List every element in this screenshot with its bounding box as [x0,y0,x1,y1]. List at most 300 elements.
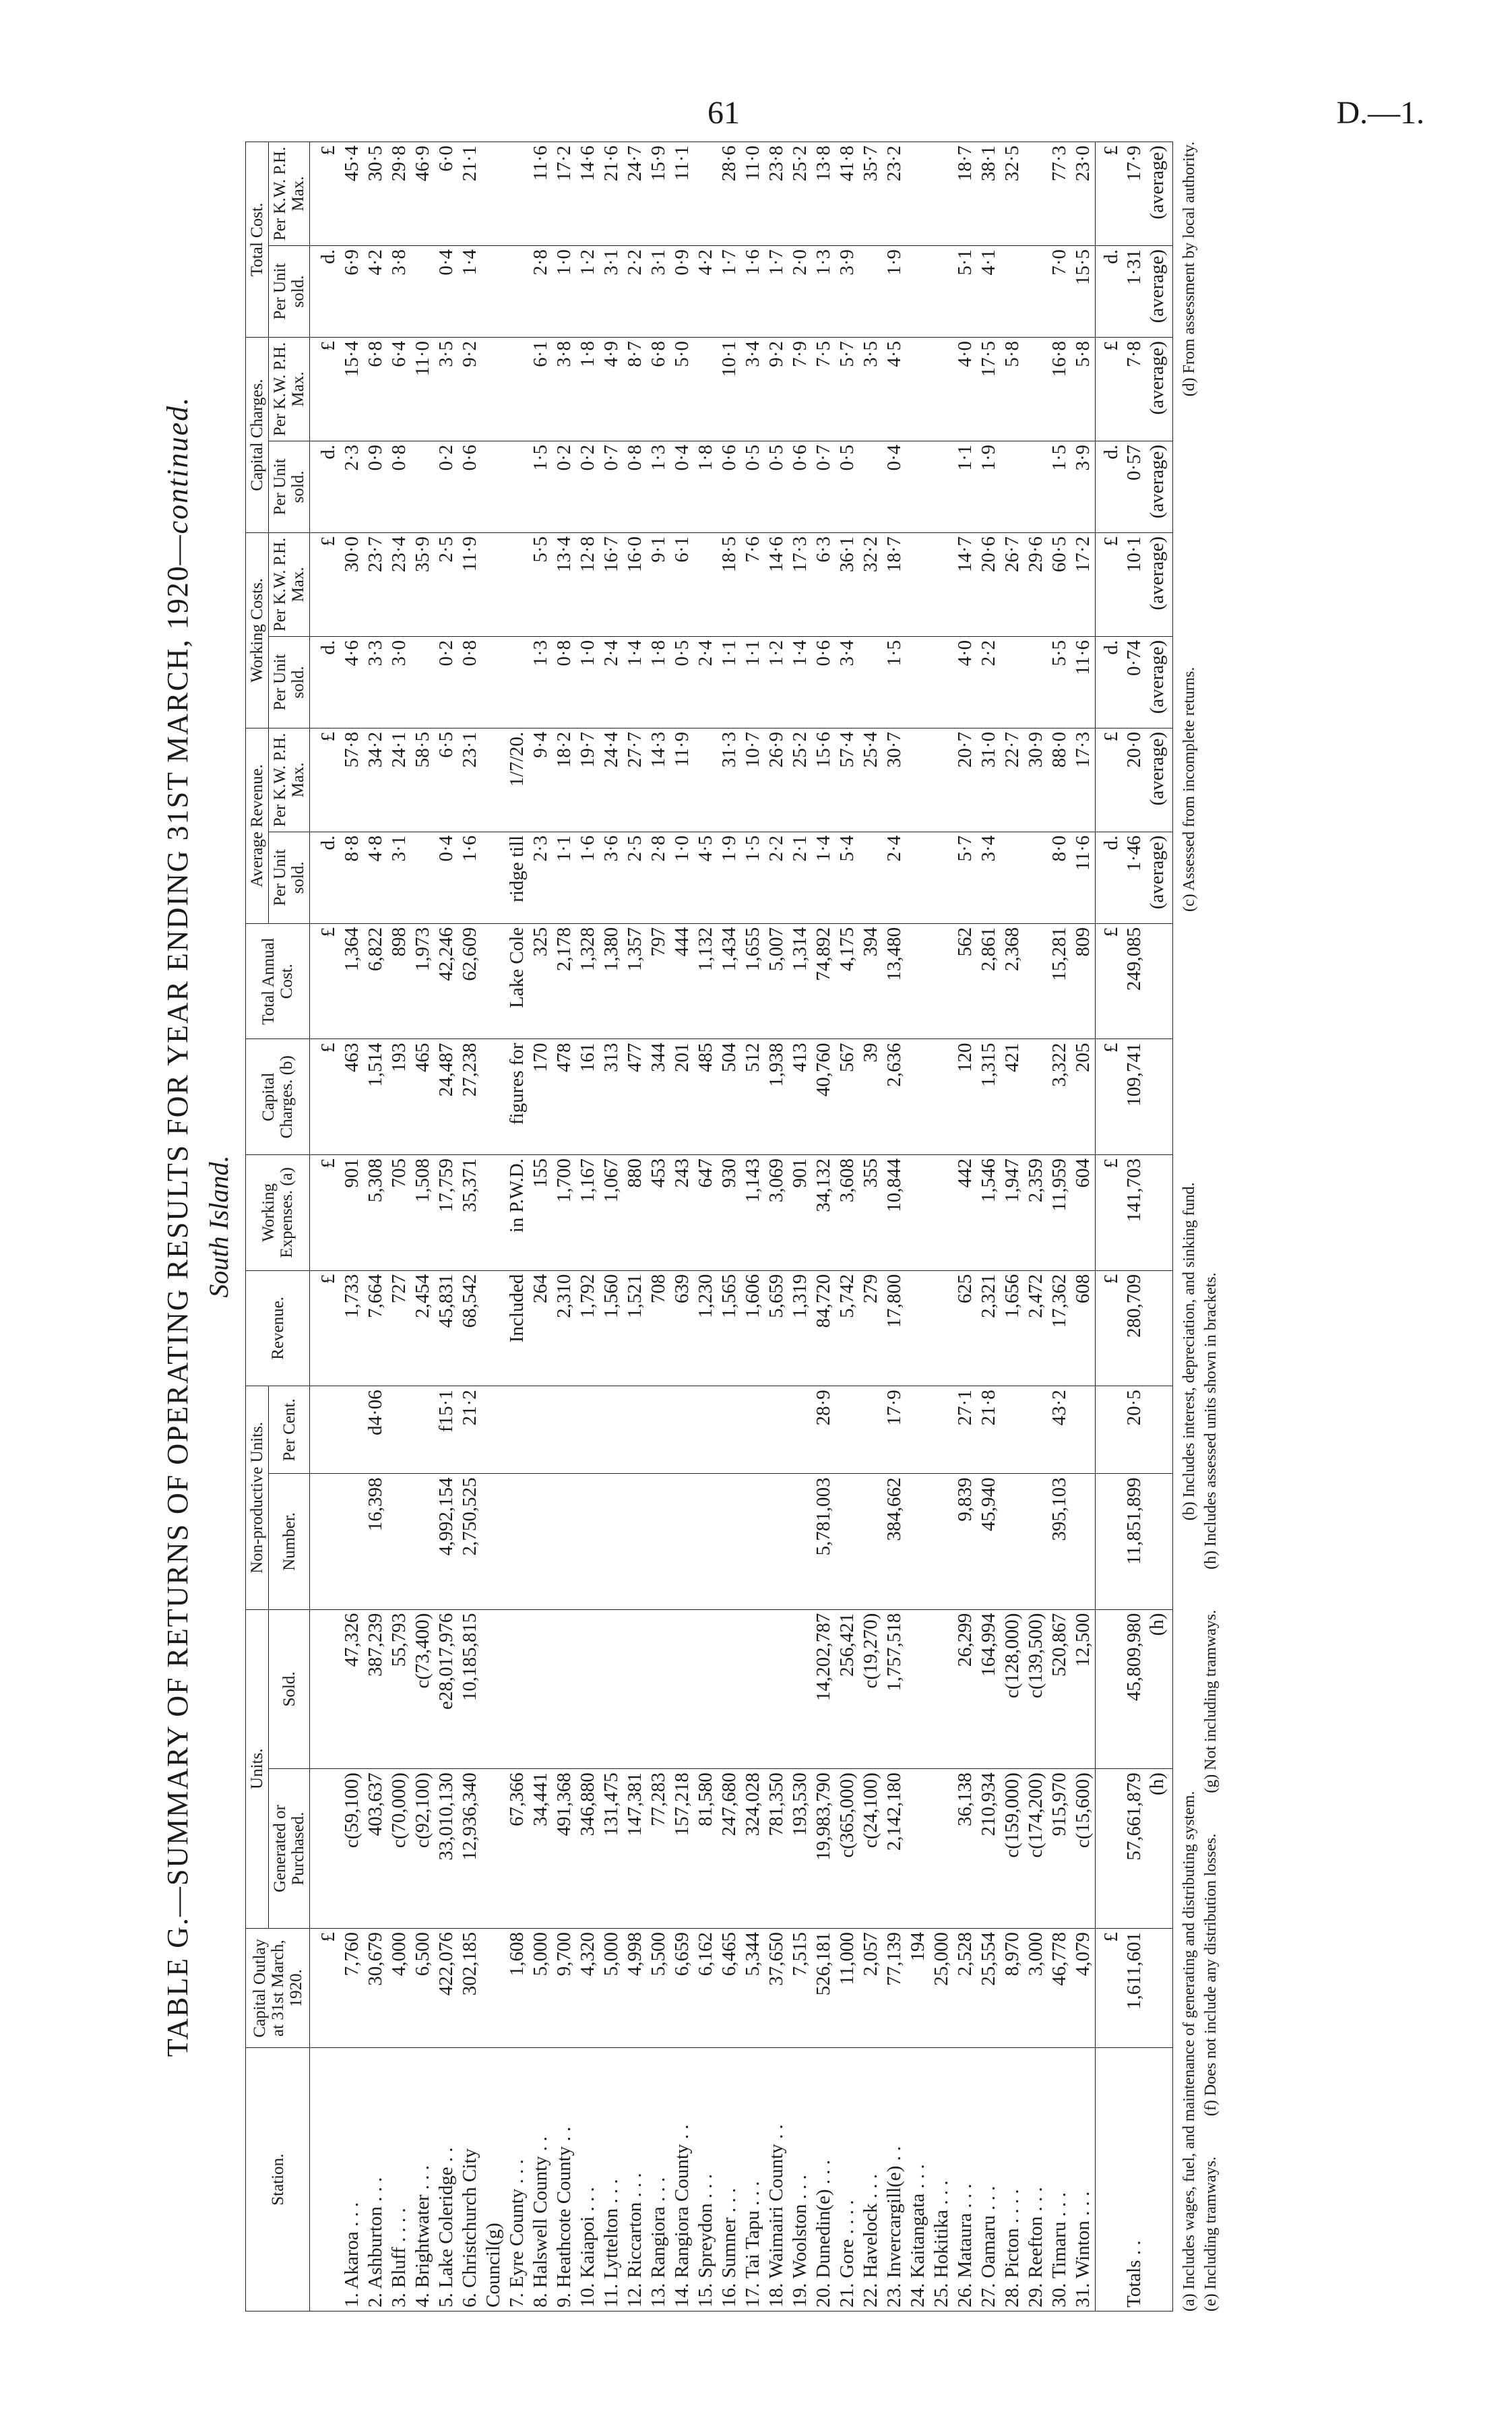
table-cell: 18·7 [953,142,977,246]
table-cell: 10,185,815 [458,1609,482,1769]
table-cell [906,532,930,636]
table-cell: 0·4 [670,441,694,532]
table-cell: 16,398 [364,1474,387,1609]
table-cell: 24,487 [435,1039,458,1155]
table-cell: 0·7 [600,441,623,532]
table-cell [694,728,718,832]
table-cell [1071,1474,1096,1609]
table-subtitle: South Island. [203,1155,234,1298]
col-units: Units. [246,1609,269,1928]
table-cell: 0·4 [435,832,458,923]
table-cell: 27,238 [458,1039,482,1155]
table-cell: 23·7 [364,532,387,636]
table-cell: 1,357 [623,923,647,1039]
table-cell: 2,178 [553,923,576,1039]
table-row [482,142,505,2312]
table-cell: 3·5 [435,338,458,441]
table-cell: 57·8 [340,728,364,832]
col-cc-unit: Per Unit sold. [269,441,310,532]
table-cell: 3,608 [836,1155,859,1271]
table-row [765,142,788,2312]
table-cell: 0·8 [553,636,576,728]
table-cell [694,532,718,636]
station-name: 31. Winton . . . [1071,2048,1096,2312]
operating-results-table [245,142,1173,2312]
table-cell [1001,441,1024,532]
table-cell: c(15,600) [1071,1769,1096,1929]
table-cell: 0·9 [364,441,387,532]
table-cell: 84,720 [812,1270,836,1386]
table-cell: 1·5 [741,832,765,923]
table-cell: 0·6 [812,636,836,728]
table-cell [600,1474,623,1609]
table-cell: 17·2 [553,142,576,246]
table-cell [647,1386,670,1474]
table-row [930,142,953,2312]
table-cell: 13·4 [553,532,576,636]
station-name: 2. Ashburton . . . [364,2048,387,2312]
table-row [906,142,930,2312]
table-cell: 1·3 [529,636,553,728]
table-cell: 2,528 [953,1928,977,2048]
table-cell [340,1474,364,1609]
table-cell: 0·9 [670,245,694,337]
table-cell [505,1386,529,1474]
table-cell: 708 [647,1270,670,1386]
unit-cell: d. [310,441,341,532]
table-cell: 3·1 [647,245,670,337]
table-cell: 23·1 [458,728,482,832]
table-cell: 210,934 [977,1769,1001,1929]
table-cell [529,1609,553,1769]
table-cell: 9·4 [529,728,553,832]
table-cell: 1·9 [977,441,1001,532]
table-cell: 243 [670,1155,694,1271]
table-cell: 1·0 [670,832,694,923]
table-cell [906,245,930,337]
table-cell: 1·4 [623,636,647,728]
table-cell: 30,679 [364,1928,387,2048]
station-name: 12. Riccarton . . . [623,2048,647,2312]
table-cell: 0·4 [435,245,458,337]
totals-cc-unit: d. 0·57 (average) [1096,441,1173,532]
table-cell [505,338,529,441]
table-cell [529,1474,553,1609]
table-cell: 1·9 [718,832,741,923]
table-cell: 77,283 [647,1769,670,1929]
table-cell: 1,656 [1001,1270,1024,1386]
table-cell: 9,839 [953,1474,977,1609]
table-cell [482,1155,505,1271]
table-cell: 2·5 [623,832,647,923]
table-cell [718,1474,741,1609]
table-cell [930,245,953,337]
table-cell [788,1386,812,1474]
table-cell: 193 [387,1039,411,1155]
totals-revenue: £ 280,709 [1096,1270,1173,1386]
table-cell: 4·5 [883,338,906,441]
table-cell: 11·0 [411,338,435,441]
table-cell: 5·8 [1071,338,1096,441]
table-cell: 1,606 [741,1270,765,1386]
table-cell: 4·9 [600,338,623,441]
table-cell: 8,970 [1001,1928,1024,2048]
totals-ar-kw: £ 20·0 (average) [1096,728,1173,832]
table-row [387,142,411,2312]
table-cell: 1·6 [741,245,765,337]
table-cell: 2,359 [1024,1155,1048,1271]
table-cell: ridge till [505,832,529,923]
station-name: 17. Tai Tapu . . . [741,2048,765,2312]
table-cell: 5·7 [836,338,859,441]
station-name: 15. Spreydon . . . [694,2048,718,2312]
table-cell: 0·8 [387,441,411,532]
table-cell: 384,662 [883,1474,906,1609]
table-cell: 355 [859,1155,883,1271]
table-cell: 77,139 [883,1928,906,2048]
totals-total-annual-cost: £ 249,085 [1096,923,1173,1039]
table-cell: 8·8 [340,832,364,923]
table-row [647,142,670,2312]
totals-ar-unit: d. 1·46 (average) [1096,832,1173,923]
table-cell: 3·4 [836,636,859,728]
table-cell: 81,580 [694,1769,718,1929]
table-cell: 2·1 [788,832,812,923]
table-cell: 5·5 [529,532,553,636]
table-cell [694,1609,718,1769]
table-cell: 2,142,180 [883,1769,906,1929]
table-cell: 1·4 [812,832,836,923]
table-cell: c(73,400) [411,1609,435,1769]
table-cell: 7·6 [741,532,765,636]
table-cell: 24·1 [387,728,411,832]
table-cell: 1·3 [647,441,670,532]
table-cell: 1·8 [576,338,600,441]
unit-cell: £ [310,338,341,441]
table-cell [930,636,953,728]
table-cell: 19·7 [576,728,600,832]
table-cell: 37,650 [765,1928,788,2048]
table-row [411,142,435,2312]
table-cell: 1,132 [694,923,718,1039]
table-cell [482,441,505,532]
unit-cell: £ [310,1155,341,1271]
table-cell: 30·9 [1024,728,1048,832]
table-cell: 8·0 [1048,832,1071,923]
table-cell: c(19,270) [859,1609,883,1769]
col-cc-kw: Per K.W. P.H. Max. [269,338,310,441]
table-cell [1001,636,1024,728]
table-cell: 256,421 [836,1609,859,1769]
table-cell: 20·6 [977,532,1001,636]
table-cell: 25,554 [977,1928,1001,2048]
table-cell: 1·6 [576,832,600,923]
table-cell: 1,380 [600,923,623,1039]
table-cell [930,441,953,532]
table-cell [623,1386,647,1474]
table-cell: 0·6 [718,441,741,532]
col-sold: Sold. [269,1609,310,1769]
table-cell: 3·8 [387,245,411,337]
station-name: 14. Rangiora County . . [670,2048,694,2312]
table-cell: 6,465 [718,1928,741,2048]
table-cell: 60·5 [1048,532,1071,636]
station-name: 19. Woolston . . . [788,2048,812,2312]
table-cell: 647 [694,1155,718,1271]
table-cell: 0·6 [788,441,812,532]
table-cell: 25,000 [930,1928,953,2048]
table-cell: 12·8 [576,532,600,636]
table-row [553,142,576,2312]
table-cell [859,832,883,923]
table-cell: 5·7 [953,832,977,923]
col-np-percent: Per Cent. [269,1386,310,1474]
unit-cell: d. [310,832,341,923]
table-cell: 15,281 [1048,923,1071,1039]
footnote-b: (b) Includes interest, depreciation, and sinking fund. [1180,1182,1198,1521]
table-cell: 10,844 [883,1155,906,1271]
table-cell: 14·7 [953,532,977,636]
table-cell [930,1270,953,1386]
table-cell: 3·9 [836,245,859,337]
col-wc-kw: Per K.W. P.H. Max. [269,532,310,636]
table-cell: 4·5 [694,832,718,923]
table-cell: 4,992,154 [435,1474,458,1609]
table-cell [553,1474,576,1609]
table-cell: 7,515 [788,1928,812,2048]
table-cell: 247,680 [718,1769,741,1929]
table-cell: 4,000 [387,1928,411,2048]
table-cell [505,441,529,532]
table-cell [1024,245,1048,337]
table-cell: 625 [953,1270,977,1386]
table-cell [623,1609,647,1769]
table-cell: 21·1 [458,142,482,246]
col-ar-kw: Per K.W. P.H. Max. [269,728,310,832]
unit-cell [310,1609,341,1769]
table-cell: 5,007 [765,923,788,1039]
table-cell: 35·7 [859,142,883,246]
table-cell: 1·2 [576,245,600,337]
table-cell: 901 [340,1155,364,1271]
table-cell: 880 [623,1155,647,1271]
table-cell: 5·0 [670,338,694,441]
table-cell: 46,778 [1048,1928,1071,2048]
col-capital-outlay: Capital Outlay at 31st March, 1920. [246,1928,310,2048]
unit-cell: d. [310,636,341,728]
table-cell: 526,181 [812,1928,836,2048]
table-row [1024,142,1048,2312]
table-cell: 2·0 [788,245,812,337]
unit-cell: d. [310,245,341,337]
table-cell [482,1474,505,1609]
table-cell [906,142,930,246]
table-cell [553,1609,576,1769]
table-cell: 5,308 [364,1155,387,1271]
table-cell: 131,475 [600,1769,623,1929]
table-cell: 1,700 [553,1155,576,1271]
table-cell: 3,322 [1048,1039,1071,1155]
table-cell: 1,947 [1001,1155,1024,1271]
table-cell: 15·5 [1071,245,1096,337]
table-cell: 0·2 [435,636,458,728]
document-code: D.—1. [1336,95,1424,131]
table-cell: 604 [1071,1155,1096,1271]
table-cell: 17·9 [883,1386,906,1474]
table-cell: 0·5 [836,441,859,532]
table-cell [906,923,930,1039]
table-cell [859,245,883,337]
table-cell: 6·0 [435,142,458,246]
table-cell [505,636,529,728]
table-cell: 11·6 [1071,636,1096,728]
table-cell [482,1769,505,1929]
table-cell [906,1155,930,1271]
table-cell: 30·5 [364,142,387,246]
table-cell: 2·4 [883,832,906,923]
table-cell: 2,861 [977,923,1001,1039]
table-row [600,142,623,2312]
table-cell: 55,793 [387,1609,411,1769]
table-cell: 915,970 [1048,1769,1071,1929]
totals-np-percent: 20·5 [1096,1386,1173,1474]
table-cell: 30·0 [340,532,364,636]
table-cell: 39 [859,1039,883,1155]
footnote-f: (f) Does not include any distribution losses. [1202,1833,1220,2117]
station-name: 16. Sumner . . . [718,2048,741,2312]
table-row [364,142,387,2312]
footnote-g: (g) Not including tramways. [1202,1609,1220,1793]
table-cell: 7,760 [340,1928,364,2048]
table-row [623,142,647,2312]
table-cell: 1,315 [977,1039,1001,1155]
table-row [435,142,458,2312]
table-cell [600,1609,623,1769]
table-cell: 45,831 [435,1270,458,1386]
table-cell: 42,246 [435,923,458,1039]
table-cell: 3·5 [859,338,883,441]
table-cell [411,832,435,923]
station-name: 6. Christchurch City [458,2048,482,2312]
footnotes [1178,142,1222,2312]
table-cell: 4,175 [836,923,859,1039]
table-cell: 22·7 [1001,728,1024,832]
table-cell [930,1769,953,1929]
table-row [883,142,906,2312]
table-cell: 7,664 [364,1270,387,1386]
table-cell: 5,000 [529,1928,553,2048]
table-cell: 1·0 [553,245,576,337]
table-cell: 344 [647,1039,670,1155]
table-cell: 4·2 [364,245,387,337]
table-cell: 1,434 [718,923,741,1039]
table-row [741,142,765,2312]
table-cell: 325 [529,923,553,1039]
table-cell: 1,973 [411,923,435,1039]
station-name: 27. Oamaru . . . [977,2048,1001,2312]
table-cell: 4·8 [364,832,387,923]
table-cell: 24·7 [623,142,647,246]
table-cell: 1·8 [647,636,670,728]
table-cell: 1·0 [576,636,600,728]
table-cell: c(128,000) [1001,1609,1024,1769]
table-cell: 477 [623,1039,647,1155]
table-cell: 193,530 [788,1769,812,1929]
table-cell: c(92,100) [411,1769,435,1929]
table-row [977,142,1001,2312]
table-cell: 0·7 [812,441,836,532]
table-cell [788,1474,812,1609]
table-cell: 6,822 [364,923,387,1039]
table-cell: 1,655 [741,923,765,1039]
table-cell: 6·5 [435,728,458,832]
table-cell: 279 [859,1270,883,1386]
table-cell [482,1928,505,2048]
table-cell: 41·8 [836,142,859,246]
table-cell: 2,057 [859,1928,883,2048]
table-cell: 15·9 [647,142,670,246]
col-working-costs: Working Costs. [246,532,269,728]
table-cell: 201 [670,1039,694,1155]
table-cell: 1,565 [718,1270,741,1386]
table-cell: 164,994 [977,1609,1001,1769]
station-name: 13. Rangiora . . . [647,2048,670,2312]
table-cell: 1·1 [553,832,576,923]
col-total-cost: Total Cost. [246,142,269,338]
table-cell: 2,321 [977,1270,1001,1386]
table-cell: Lake Cole [505,923,529,1039]
table-cell: 46·9 [411,142,435,246]
table-cell: 3·4 [977,832,1001,923]
table-cell: 2·3 [529,832,553,923]
table-cell: 512 [741,1039,765,1155]
table-cell [859,1386,883,1474]
table-cell: 13·8 [812,142,836,246]
table-cell: 3·0 [387,636,411,728]
table-cell [1024,142,1048,246]
station-name: 20. Dunedin(e) . . . [812,2048,836,2312]
table-row [1071,142,1096,2312]
table-cell [859,636,883,728]
table-cell: 27·1 [953,1386,977,1474]
table-cell [741,1609,765,1769]
table-cell: 74,892 [812,923,836,1039]
table-cell: d4·06 [364,1386,387,1474]
table-row [576,142,600,2312]
table-cell: 2,368 [1001,923,1024,1039]
table-cell [1001,1474,1024,1609]
table-cell: 1,792 [576,1270,600,1386]
table-cell: 5,000 [600,1928,623,2048]
table-cell: 1,328 [576,923,600,1039]
table-cell: 1·6 [458,832,482,923]
table-cell [1024,338,1048,441]
table-cell: 15·4 [340,338,364,441]
table-row [788,142,812,2312]
footnote-e: (e) Including tramways. [1202,2157,1220,2312]
table-cell: 26·7 [1001,532,1024,636]
table-cell [718,1609,741,1769]
table-row [953,142,977,2312]
table-cell: 26,299 [953,1609,977,1769]
table-cell: 16·8 [1048,338,1071,441]
table-cell: 4,320 [576,1928,600,2048]
table-cell: 1·2 [765,636,788,728]
table-cell: 1·5 [883,636,906,728]
table-cell [670,1386,694,1474]
station-name: 5. Lake Coleridge . . [435,2048,458,2312]
table-cell: 36,138 [953,1769,977,1929]
